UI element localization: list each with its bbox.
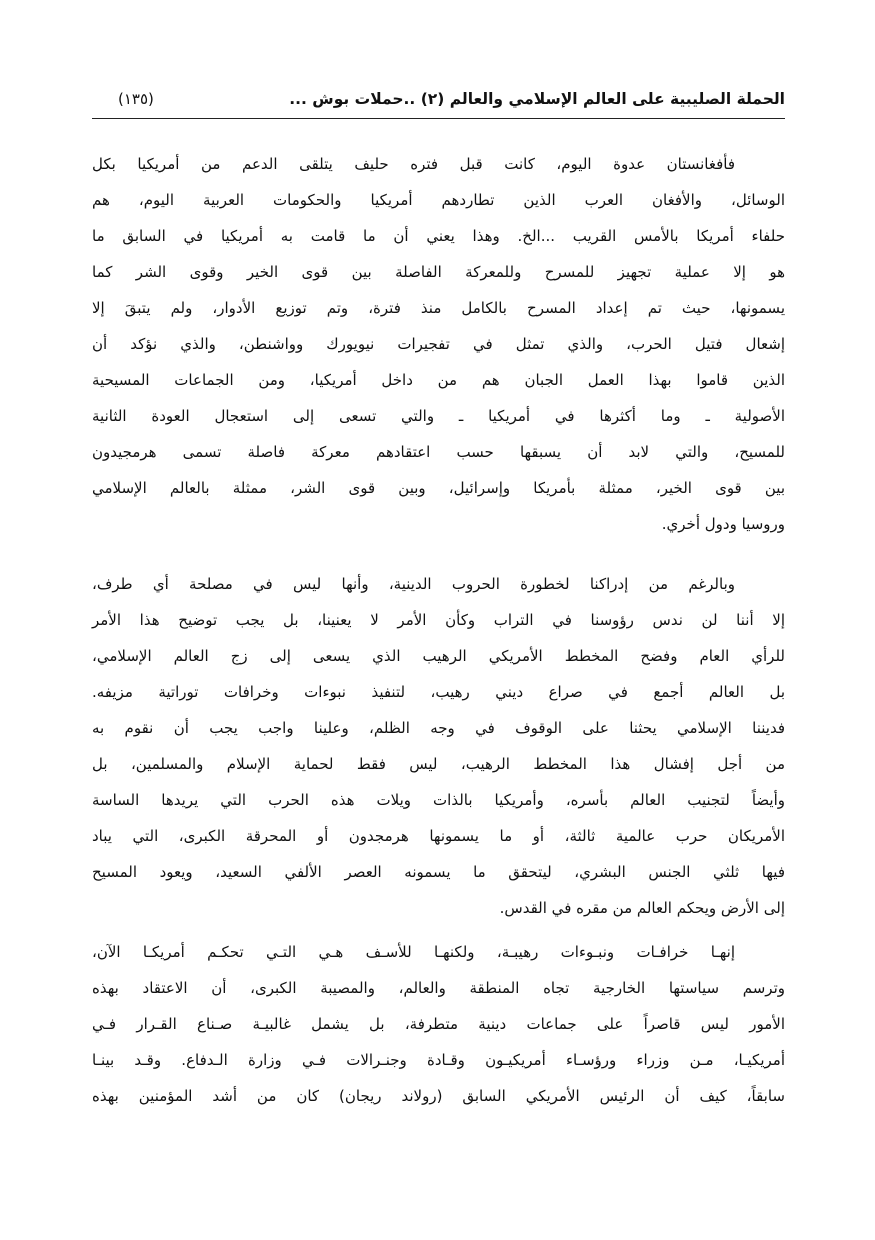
text-line: يسمونها، حيث تم إعداد المسرح بالكامل منذ فترة، وتم توزيع الأدوار، ولم يتبقَ إلا [92, 299, 785, 317]
text-line: وأيضاً لتجنيب العالم بأسره، وأمريكيا بالذات ويلات هذه الحرب التي يريدها الساسة [92, 791, 785, 809]
text-line: فديننا الإسلامي يحثنا على الوقوف في وجه الظلم، وعلينا واجب يجب أن نقوم به [92, 719, 785, 737]
text-line: حلفاء أمريكا بالأمس القريب ...الخ. وهذا يعني أن ما قامت به أمريكيا في السابق ما [92, 227, 785, 245]
text-line: وروسيا ودول أخري. [661, 515, 785, 533]
text-line: من أجل إفشال هذا المخطط الرهيب، ليس فقط لحماية الإسلام والمسلمين، بل [92, 755, 785, 773]
text-line: فأفغانستان عدوة اليوم، كانت قبل فتره حليف يتلقى الدعم من أمريكيا بكل [92, 155, 735, 173]
text-line: إلى الأرض ويحكم العالم من مقره في القدس. [499, 899, 785, 917]
text-line: إنهـا خرافـات ونبـوءات رهيبـة، ولكنهـا للأسـف هـي التـي تحكـم أمريكـا الآن، [92, 943, 735, 961]
running-header [92, 88, 785, 116]
paragraph [92, 146, 785, 542]
text-line: هو إلا عملية تجهيز للمسرح وللمعركة الفاصلة بين قوى الخير وقوى الشر كما [92, 263, 785, 281]
paragraph [92, 566, 785, 926]
header-title: الحملة الصليبية على العالم الإسلامي والعالم (٢) ..حملات بوش ... [289, 90, 785, 108]
text-line: إلا أننا لن ندس رؤوسنا في التراب وكأن الأمر لا يعنينا، بل يجب توضيح هذا الأمر [92, 611, 785, 629]
text-line: للمسيح، والتي لابد أن يسبقها حسب اعتقادهم معركة فاصلة تسمى هرمجيدون [92, 443, 785, 461]
page-number: (١٣٥) [118, 90, 154, 108]
text-line: وبالرغم من إدراكنا لخطورة الحروب الدينية، وأنها ليس في مصلحة أي طرف، [92, 575, 735, 593]
header-rule [92, 118, 785, 119]
paragraph [92, 934, 785, 1114]
text-line: فيها ثلثي الجنس البشري، ليتحقق ما يسمونه العصر الألفي السعيد، ويعود المسيح [92, 863, 785, 881]
text-line: الأمريكان حرب عالمية ثالثة، أو ما يسمونها هرمجدون أو المحرقة الكبرى، التي يباد [92, 827, 785, 845]
text-line: سابقاً، كيف أن الرئيس الأمريكي السابق (رولاند ريجان) كان من أشد المؤمنين بهذه [92, 1087, 785, 1105]
text-line: الوسائل، والأفغان العرب الذين تطاردهم أمريكيا والحكومات العربية اليوم، هم [92, 191, 785, 209]
body-text [92, 146, 785, 1114]
text-line: أمريكيـا، مـن وزراء ورؤسـاء أمريكيـون وقـادة وجنـرالات فـي وزارة الـدفاع. وقـد بينـا [92, 1051, 785, 1069]
text-line: الذين قاموا بهذا العمل الجبان هم من داخل أمريكيا، ومن الجماعات المسيحية [92, 371, 785, 389]
text-line: وترسم سياستها الخارجية تجاه المنطقة والعالم، والمصيبة الكبرى، أن الاعتقاد بهذه [92, 979, 785, 997]
text-line: الأمور ليس قاصراً على جماعات دينية متطرفة، بل يشمل غالبيـة صـناع القـرار فـي [92, 1015, 785, 1033]
text-line: للرأي العام وفضح المخطط الأمريكي الرهيب الذي يسعى إلى زج العالم الإسلامي، [92, 647, 785, 665]
text-line: إشعال فتيل الحرب، والذي تمثل في تفجيرات نيويورك وواشنطن، والذي نؤكد أن [92, 335, 785, 353]
text-line: الأصولية ـ وما أكثرها في أمريكيا ـ والتي تسعى إلى استعجال العودة الثانية [92, 407, 785, 425]
text-line: بين قوى الخير، ممثلة بأمريكا وإسرائيل، وبين قوى الشر، ممثلة بالعالم الإسلامي [92, 479, 785, 497]
text-line: بل العالم أجمع في صراع ديني رهيب، لتنفيذ نبوءات وخرافات توراتية مزيفه. [92, 683, 785, 701]
